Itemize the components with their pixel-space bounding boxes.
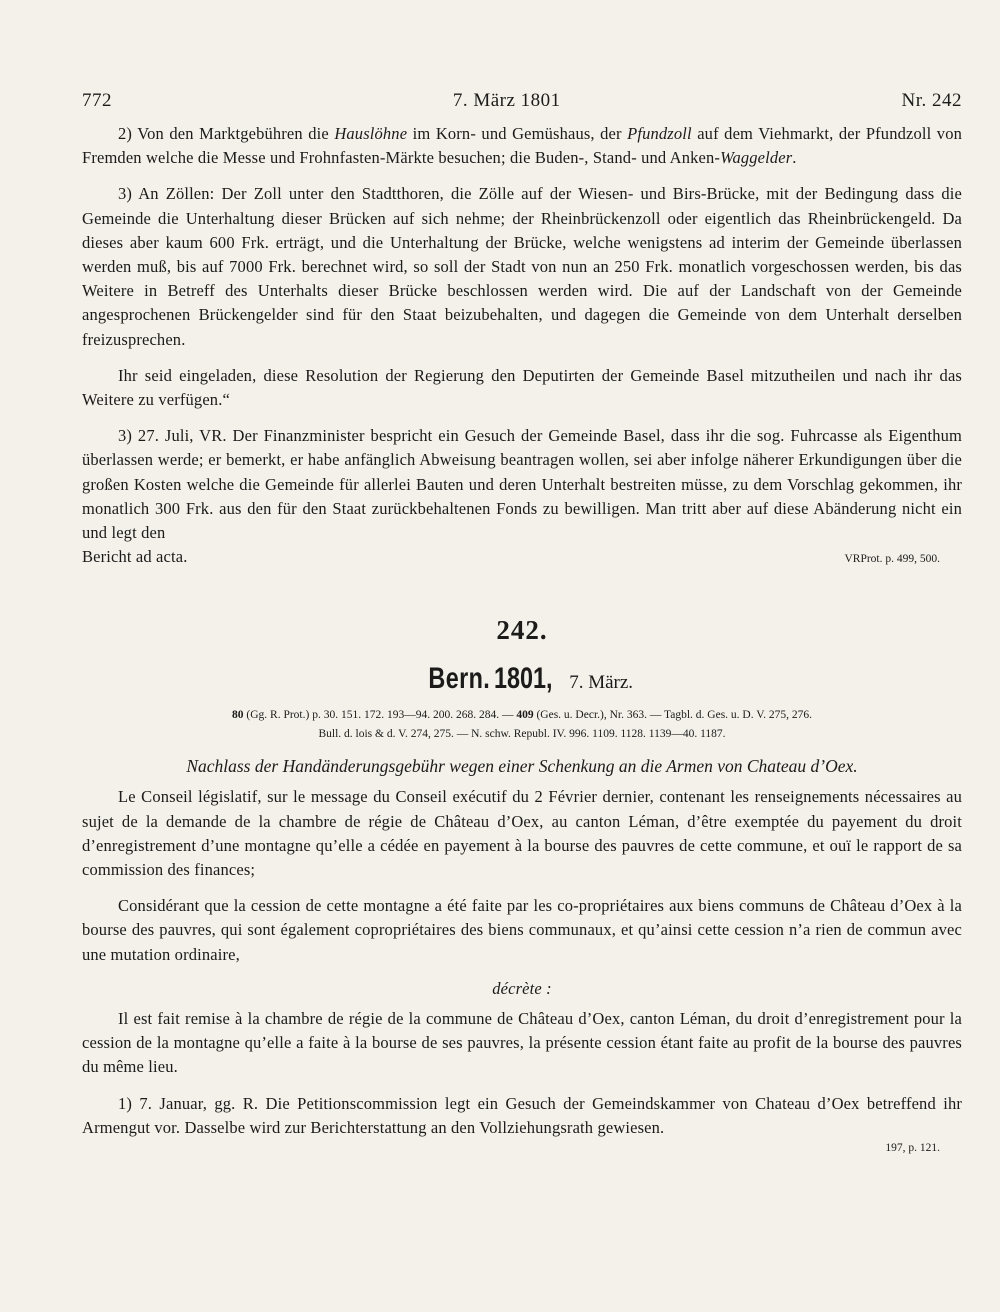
decree-word: décrète :	[492, 978, 552, 998]
running-head	[82, 90, 962, 112]
source-text: (Ges. u. Decr.), Nr. 363. — Tagbl. d. Ges. u. D. V. 275, 276.	[533, 709, 812, 722]
july-note-last-line	[82, 545, 962, 569]
text-run: im Korn- und Gemüshaus, der	[407, 124, 628, 143]
paragraph-fr-decision: Il est fait remise à la chambre de régie de la commune de Château d’Oex, canton Léman, du droit d’enregistrement pour la cession de la montagne qu’elle a faite à la bourse de ses pauvres, la présente cession étant faite au profit de la bourse des pauvres du même lieu.	[82, 1009, 962, 1077]
document-subject: Nachlass der Handänderungsgebühr wegen einer Schenkung an die Armen von Chateau d’Oex.	[186, 756, 858, 777]
italic-term: Pfundzoll	[627, 124, 692, 143]
text-run: 2) Von den Marktgebühren die	[118, 124, 335, 143]
source-text: (Gg. R. Prot.) p. 30. 151. 172. 193—94. 200. 268. 284. —	[243, 709, 517, 722]
paragraph-invitation: Ihr seid eingeladen, diese Resolution der Regierung den Deputirten der Gemeinde Basel mitzutheilen und nach ihr das Weitere zu verfügen.“	[82, 365, 962, 410]
heading-place: Bern.	[428, 662, 491, 696]
paragraph-july-note: 3) 27. Juli, VR. Der Finanzminister bespricht ein Gesuch der Gemeinde Basel, dass ihr die sog. Fuhrcasse als Eigenthum überlassen werde; er bemerkt, er habe anfänglich Abweisung beantragen wollen, sei aber infolge näherer Erkundigungen über die großen Kosten welche die Gemeinde für allerlei Bauten und deren Unterhalt bestreiten müsse, zu dem Vorschlag gekommen, ihr monatlich 300 Frk. aus den für den Staat zurückbehaltenen Fonds zu bewilligen. Man tritt aber auf diese Abänderung nicht ein und legt den	[82, 426, 962, 543]
text-run: auf dem Viehmarkt, der Pfundzoll von Fremden welche die Messe und Frohnfasten-Märkte besuchen; die Buden-, Stand- und Anken-	[82, 124, 962, 168]
source-line-1	[82, 706, 962, 725]
july-note-tail: Bericht ad acta.	[82, 547, 188, 567]
source-line-2: Bull. d. lois & d. V. 274, 275. — N. schw. Republ. IV. 996. 1109. 1128. 1139—40. 1187.	[318, 728, 726, 741]
heading-year: 1801,	[494, 662, 553, 696]
footnote-1: 1) 7. Januar, gg. R. Die Petitionscommission legt ein Gesuch der Gemeindskammer von Chateau d’Oex betreffend ihr Armengut vor. Dasselbe wird zur Berichterstattung an den Vollziehungsrath gewiesen.	[82, 1093, 962, 1137]
italic-term: Hauslöhne	[334, 124, 408, 143]
page-number: 772	[82, 90, 112, 111]
header-doc-label: Nr. 242	[901, 90, 962, 111]
paragraph-fr-preamble: Le Conseil législatif, sur le message du Conseil exécutif du 2 Février dernier, contenant les renseignements nécessaires au sujet de la demande de la chambre de régie de Château d’Oex, au canton Léman, d’être exemptée du payement du droit d’enregistrement d’une montagne qu’elle a cédée en payement à la bourse des pauvres de cette commune, et ouï le rapport de sa commission des finances;	[82, 787, 962, 880]
header-date: 7. März 1801	[452, 90, 561, 111]
heading-date: 7. März.	[569, 672, 634, 694]
protocol-reference: VRProt. p. 499, 500.	[844, 553, 940, 566]
paragraph-market-fees	[82, 122, 962, 170]
text-run: .	[792, 148, 797, 168]
italic-term: Waggelder	[720, 148, 793, 168]
footnote-reference: 197, p. 121.	[885, 1142, 940, 1155]
document-number: 242.	[496, 615, 548, 646]
paragraph-tolls: 3) An Zöllen: Der Zoll unter den Stadtthoren, die Zölle auf der Wiesen- und Birs-Brücke, mit der Bedingung dass die Gemeinde die Unterhaltung dieser Brücken auf sich nehme; der Rheinbrückenzoll oder eigentlich das Rheinbrückengeld. Da dieses aber kaum 600 Frk. erträgt, und die Unterhaltung der Brücke, welche wenigstens ad interim der Gemeinde überlassen werden muß, bis auf 7000 Frk. berechnet wird, so soll der Stadt von nun an 250 Frk. monatlich vorgeschossen werden, bis das Weitere in Betreff des Unterhalts dieser Brücke beschlossen werden wird. Die auf der Landschaft von der Gemeinde angesprochenen Brückengelder sind für den Staat beizubehalten, und dagegen die Gemeinde von dem Unterhalt derselben freizusprechen.	[82, 184, 962, 349]
source-references	[82, 706, 962, 744]
document-heading	[82, 662, 962, 696]
source-number: 409	[516, 709, 534, 722]
paragraph-fr-considering: Considérant que la cession de cette montagne a été faite par les co-propriétaires aux biens communs de Château d’Oex à la bourse des pauvres, qui sont également copropriétaires des biens communaux, et qu’ainsi cette cession n’a rien de commun avec une mutation ordinaire,	[82, 896, 962, 964]
source-number: 80	[232, 709, 244, 722]
